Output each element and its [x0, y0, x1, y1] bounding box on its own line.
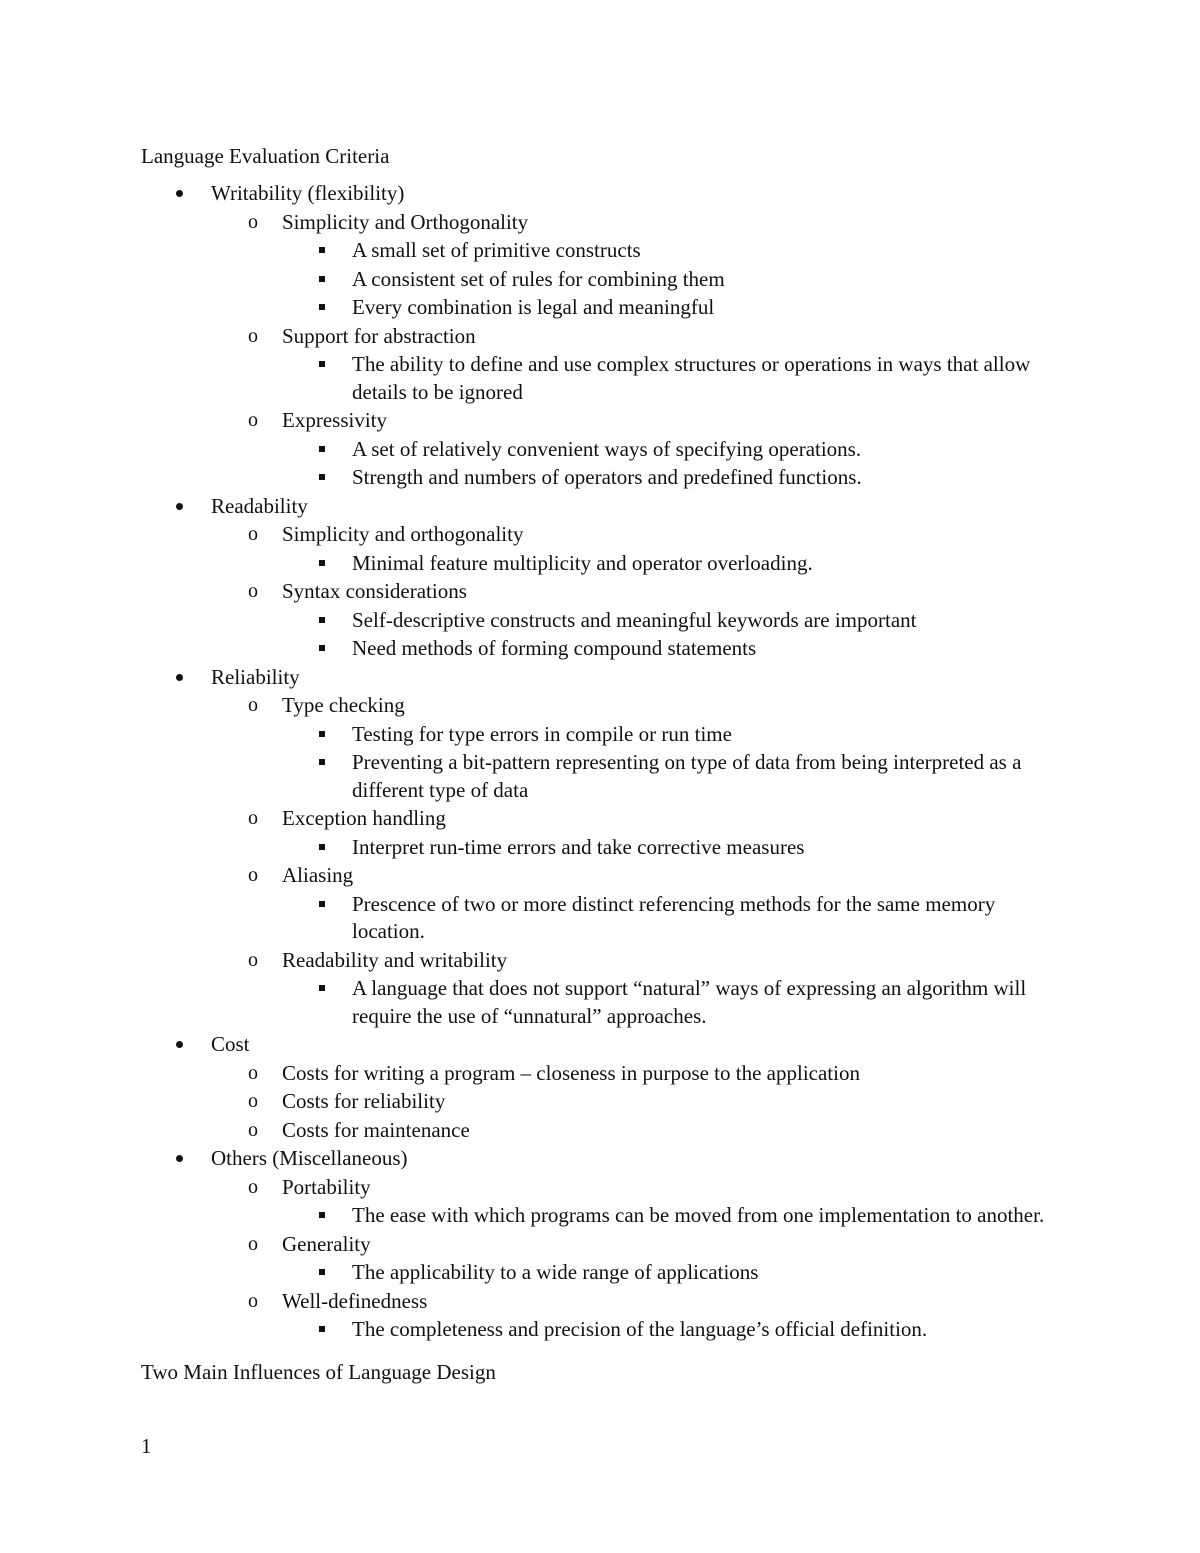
bullet-square-icon	[319, 446, 325, 452]
page-number: 1	[141, 1434, 152, 1458]
outline-item-level-2	[0, 692, 1200, 720]
outline-item-text: Syntax considerations	[282, 579, 467, 603]
bullet-circle-o-icon: o	[248, 580, 258, 602]
outline-item-level-3	[0, 464, 1200, 492]
outline-item-text: Strength and numbers of operators and predefined functions.	[352, 465, 862, 489]
outline-item-level-3	[0, 749, 1200, 804]
page-title: Language Evaluation Criteria	[141, 144, 390, 168]
outline-item-text: The completeness and precision of the language’s official definition.	[352, 1317, 928, 1341]
outline-item-level-3	[0, 1259, 1200, 1287]
bullet-circle-o-icon: o	[248, 948, 258, 971]
outline-item-text: Aliasing	[282, 863, 354, 887]
outline-item-level-2	[0, 1231, 1200, 1259]
outline-item-level-2	[0, 521, 1200, 549]
outline-item-level-3	[0, 351, 1200, 406]
bullet-circle-o-icon: o	[248, 1061, 258, 1084]
bullet-circle-o-icon: o	[248, 1090, 258, 1112]
outline-item-level-2	[0, 323, 1200, 351]
outline-item-text: Preventing a bit-pattern representing on type of data from being interpreted as a different type of data	[352, 750, 1022, 802]
outline-item-text: Generality	[282, 1231, 371, 1256]
bullet-square-icon	[319, 474, 325, 480]
outline-item-text: Costs for maintenance	[282, 1117, 470, 1142]
outline-item-level-2	[0, 805, 1200, 833]
outline-item-text: Readability	[211, 493, 308, 518]
outline-item-level-1	[0, 493, 1200, 521]
bullet-circle-o-icon: o	[248, 1118, 258, 1141]
bullet-circle-o-icon: o	[248, 1289, 258, 1312]
bullet-dot-icon	[176, 1041, 183, 1048]
outline-item-text: A set of relatively convenient ways of specifying operations.	[352, 436, 862, 461]
bullet-circle-o-icon: o	[248, 864, 258, 886]
outline-item-level-1	[0, 1145, 1200, 1173]
outline-item-text: Cost	[211, 1032, 250, 1056]
bullet-square-icon	[319, 731, 325, 737]
outline-item-text: A language that does not support “natural” ways of expressing an algorithm will require the use of “unnatural” approaches.	[352, 976, 1027, 1028]
outline-item-text: A small set of primitive constructs	[352, 238, 641, 262]
outline-item-text: Simplicity and orthogonality	[282, 522, 524, 546]
outline-item-level-1	[0, 1031, 1200, 1059]
outline-item-text: Interpret run-time errors and take corrective measures	[352, 834, 805, 859]
bullet-square-icon	[319, 759, 325, 765]
outline-item-text: Testing for type errors in compile or run time	[352, 721, 732, 746]
outline-item-text: Writability (flexibility)	[211, 181, 405, 205]
outline-item-level-3	[0, 294, 1200, 322]
bullet-square-icon	[319, 1269, 325, 1275]
outline-item-text: Simplicity and Orthogonality	[282, 209, 529, 234]
section-heading: Two Main Influences of Language Design	[141, 1360, 496, 1384]
outline-item-level-2	[0, 862, 1200, 890]
bullet-square-icon	[319, 1212, 325, 1218]
outline-item-level-3	[0, 834, 1200, 862]
bullet-square-icon	[319, 985, 325, 991]
outline-item-text: Every combination is legal and meaningful	[352, 295, 715, 319]
bullet-square-icon	[319, 304, 325, 310]
outline-item-level-3	[0, 1316, 1200, 1344]
bullet-square-icon	[319, 645, 325, 651]
outline-item-level-3	[0, 237, 1200, 265]
outline-item-text: Exception handling	[282, 806, 446, 830]
outline-item-text: Prescence of two or more distinct referencing methods for the same memory location.	[352, 891, 996, 943]
outline-item-text: Type checking	[282, 693, 405, 717]
outline-item-level-1	[0, 180, 1200, 208]
outline-item-text: A consistent set of rules for combining them	[352, 266, 725, 291]
outline-item-level-3	[0, 607, 1200, 635]
outline-item-level-2	[0, 1117, 1200, 1145]
bullet-circle-o-icon: o	[248, 409, 258, 431]
outline-item-text: Support for abstraction	[282, 323, 476, 348]
criteria-outline	[0, 180, 1200, 1344]
bullet-square-icon	[319, 1326, 325, 1332]
bullet-circle-o-icon: o	[248, 210, 258, 233]
bullet-dot-icon	[176, 674, 183, 681]
outline-item-text: Well-definedness	[282, 1288, 428, 1313]
outline-item-level-2	[0, 1288, 1200, 1316]
outline-item-text: Reliability	[211, 664, 300, 689]
outline-item-level-1	[0, 664, 1200, 692]
outline-item-level-2	[0, 407, 1200, 435]
bullet-circle-o-icon: o	[248, 1175, 258, 1198]
bullet-square-icon	[319, 560, 325, 566]
bullet-square-icon	[319, 247, 325, 253]
outline-item-text: Expressivity	[282, 408, 387, 432]
bullet-dot-icon	[176, 1155, 183, 1162]
bullet-circle-o-icon: o	[248, 523, 258, 545]
bullet-circle-o-icon: o	[248, 324, 258, 347]
bullet-square-icon	[319, 617, 325, 623]
outline-item-level-3	[0, 266, 1200, 294]
bullet-square-icon	[319, 901, 325, 907]
outline-item-text: Need methods of forming compound statements	[352, 636, 757, 660]
outline-item-level-3	[0, 1202, 1200, 1230]
outline-item-level-2	[0, 1174, 1200, 1202]
outline-item-level-3	[0, 891, 1200, 946]
outline-item-level-2	[0, 947, 1200, 975]
bullet-dot-icon	[176, 190, 183, 197]
outline-item-text: The ability to define and use complex structures or operations in ways that allow details to be ignored	[352, 352, 1031, 404]
outline-item-level-3	[0, 550, 1200, 578]
outline-item-text: Portability	[282, 1174, 371, 1199]
outline-item-text: Others (Miscellaneous)	[211, 1146, 408, 1170]
outline-item-level-3	[0, 975, 1200, 1030]
outline-item-text: Self-descriptive constructs and meaningful keywords are important	[352, 607, 917, 632]
outline-item-level-3	[0, 635, 1200, 663]
outline-item-text: Costs for writing a program – closeness in purpose to the application	[282, 1060, 860, 1085]
outline-item-level-2	[0, 209, 1200, 237]
outline-item-text: Costs for reliability	[282, 1089, 446, 1113]
outline-item-level-2	[0, 1060, 1200, 1088]
outline-item-level-3	[0, 436, 1200, 464]
bullet-square-icon	[319, 276, 325, 282]
bullet-square-icon	[319, 361, 325, 367]
bullet-circle-o-icon: o	[248, 1232, 258, 1255]
bullet-dot-icon	[176, 503, 183, 510]
outline-item-text: Readability and writability	[282, 947, 508, 972]
outline-item-level-2	[0, 578, 1200, 606]
bullet-square-icon	[319, 844, 325, 850]
outline-item-text: Minimal feature multiplicity and operator overloading.	[352, 550, 813, 575]
outline-item-level-2	[0, 1088, 1200, 1116]
bullet-circle-o-icon: o	[248, 694, 258, 716]
outline-item-level-3	[0, 721, 1200, 749]
bullet-circle-o-icon: o	[248, 807, 258, 829]
outline-item-text: The ease with which programs can be moved from one implementation to another.	[352, 1203, 1045, 1227]
outline-item-text: The applicability to a wide range of applications	[352, 1260, 759, 1284]
